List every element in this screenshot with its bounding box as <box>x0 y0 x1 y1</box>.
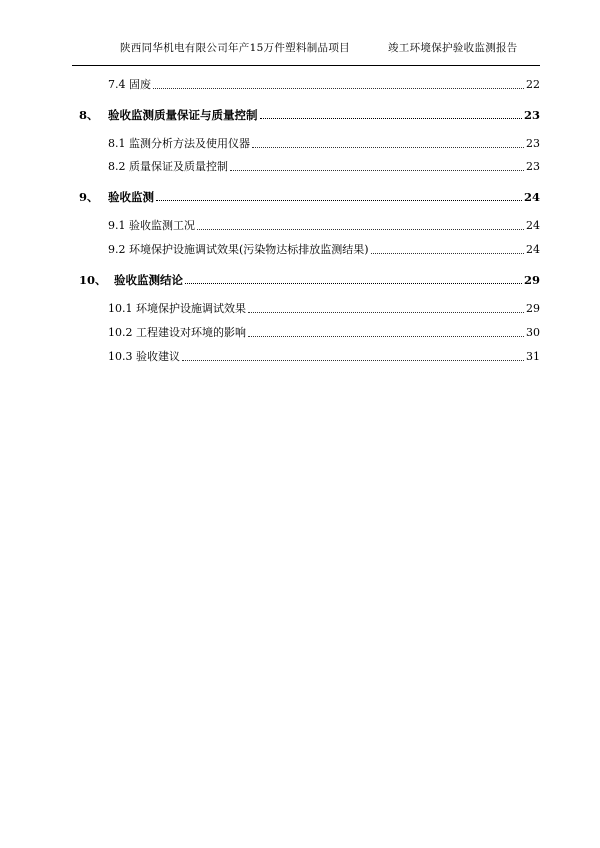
toc-entry-page: 24 <box>526 243 540 256</box>
toc-entry-9-2[interactable] <box>108 243 540 257</box>
header-report-title: 竣工环境保护验收监测报告 <box>388 42 518 54</box>
toc-leader <box>230 170 524 171</box>
toc-entry-number: 9、 <box>79 190 99 204</box>
toc-entry-title: 9.2 环境保护设施调试效果(污染物达标排放监测结果) <box>108 243 369 256</box>
toc-entry-10-1[interactable] <box>108 302 540 316</box>
toc-leader <box>371 253 524 254</box>
toc-entry-page: 29 <box>526 302 540 315</box>
toc-leader <box>185 283 522 284</box>
header-divider <box>72 65 540 66</box>
toc-entry-page: 24 <box>526 219 540 232</box>
toc-entry-page: 23 <box>526 160 540 173</box>
toc-entry-number: 10、 <box>79 273 107 287</box>
toc-leader <box>248 312 524 313</box>
toc-leader <box>252 147 524 148</box>
toc-entry-page: 24 <box>523 190 540 204</box>
toc-entry-page: 30 <box>526 326 540 339</box>
toc-leader <box>260 118 522 119</box>
toc-entry-10-2[interactable] <box>108 326 540 340</box>
toc-entry-title: 8.2 质量保证及质量控制 <box>108 160 228 173</box>
toc-leader <box>153 88 524 89</box>
toc-entry-10-3[interactable] <box>108 350 540 364</box>
toc-entry-title: 10.2 工程建设对环境的影响 <box>108 326 246 339</box>
toc-entry-title: 10.1 环境保护设施调试效果 <box>108 302 246 315</box>
toc-entry-7-4[interactable] <box>108 78 540 92</box>
toc-entry-title: 验收监测质量保证与质量控制 <box>108 108 258 122</box>
toc-entry-title: 9.1 验收监测工况 <box>108 219 195 232</box>
toc-entry-8[interactable] <box>79 108 540 122</box>
header-project-title: 陕西同华机电有限公司年产15万件塑料制品项目 <box>120 42 350 54</box>
toc-entry-page: 31 <box>526 350 540 363</box>
toc-leader <box>156 200 522 201</box>
toc-entry-8-2[interactable] <box>108 160 540 174</box>
toc-entry-title: 10.3 验收建议 <box>108 350 180 363</box>
toc-entry-title: 验收监测结论 <box>114 273 183 287</box>
toc-entry-9[interactable] <box>79 190 540 204</box>
toc-entry-page: 22 <box>526 78 540 91</box>
toc-entry-number: 8、 <box>79 108 99 122</box>
toc-leader <box>248 336 524 337</box>
toc-entry-8-1[interactable] <box>108 137 540 151</box>
toc-entry-title: 验收监测 <box>108 190 154 204</box>
toc-entry-page: 29 <box>523 273 540 287</box>
toc-entry-page: 23 <box>526 137 540 150</box>
toc-entry-title: 8.1 监测分析方法及使用仪器 <box>108 137 250 150</box>
toc-entry-10[interactable] <box>79 273 540 287</box>
toc-entry-page: 23 <box>523 108 540 122</box>
toc-leader <box>197 229 524 230</box>
toc-leader <box>182 360 524 361</box>
toc-entry-title: 7.4 固废 <box>108 78 151 91</box>
toc-entry-9-1[interactable] <box>108 219 540 233</box>
